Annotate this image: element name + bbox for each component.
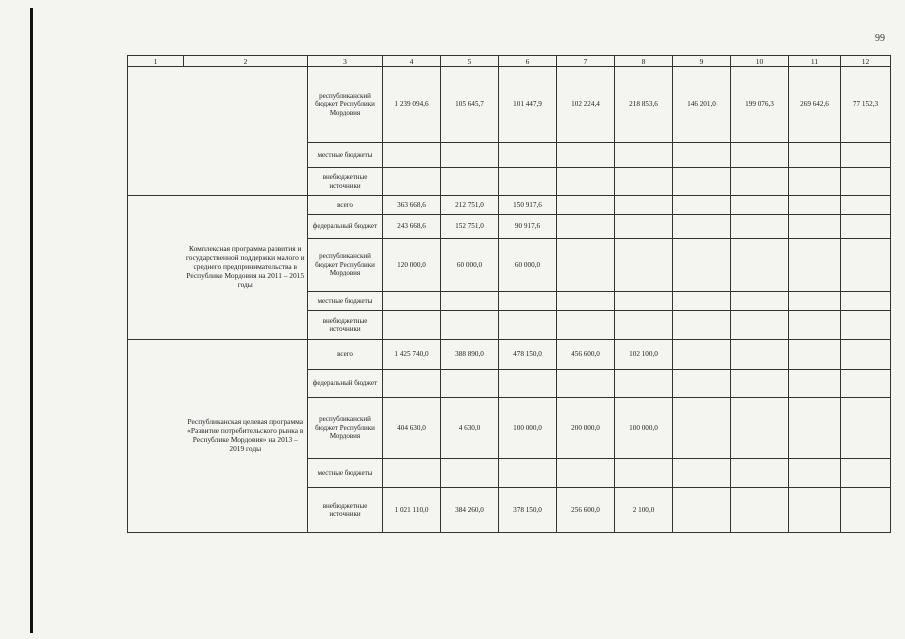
column-header: 12: [841, 56, 891, 67]
funding-source-cell: республиканский бюджет Республики Мордовия: [308, 239, 383, 292]
amount-cell: [841, 239, 891, 292]
amount-cell: [673, 196, 731, 215]
amount-cell: [615, 168, 673, 196]
amount-cell: [615, 459, 673, 488]
amount-cell: [615, 311, 673, 340]
amount-cell: [673, 239, 731, 292]
column-header: 8: [615, 56, 673, 67]
amount-cell: [383, 143, 441, 168]
amount-cell: [673, 340, 731, 370]
amount-cell: [673, 168, 731, 196]
amount-cell: [557, 239, 615, 292]
amount-cell: [557, 215, 615, 239]
amount-cell: 150 917,6: [499, 196, 557, 215]
amount-cell: [499, 311, 557, 340]
amount-cell: [557, 143, 615, 168]
amount-cell: [789, 488, 841, 533]
amount-cell: [789, 143, 841, 168]
funding-source-cell: местные бюджеты: [308, 143, 383, 168]
funding-source-cell: внебюджетные источники: [308, 488, 383, 533]
amount-cell: [615, 215, 673, 239]
amount-cell: [789, 459, 841, 488]
amount-cell: [441, 459, 499, 488]
amount-cell: 102 100,0: [615, 340, 673, 370]
column-header: 6: [499, 56, 557, 67]
program-name-cell: Комплексная программа развития и государственной поддержки малого и среднего предпринимательства в Республике Мордовия на 2011 – 2015 годы: [184, 196, 308, 340]
amount-cell: [615, 292, 673, 311]
amount-cell: [615, 143, 673, 168]
amount-cell: 102 224,4: [557, 67, 615, 143]
amount-cell: [841, 459, 891, 488]
funding-source-cell: республиканский бюджет Республики Мордовия: [308, 398, 383, 459]
amount-cell: 77 152,3: [841, 67, 891, 143]
amount-cell: [789, 292, 841, 311]
amount-cell: [841, 196, 891, 215]
amount-cell: 200 000,0: [557, 398, 615, 459]
column-header: 4: [383, 56, 441, 67]
amount-cell: [841, 215, 891, 239]
amount-cell: 478 150,0: [499, 340, 557, 370]
funding-source-cell: внебюджетные источники: [308, 168, 383, 196]
amount-cell: [557, 311, 615, 340]
amount-cell: [557, 292, 615, 311]
amount-cell: [731, 215, 789, 239]
funding-source-cell: всего: [308, 340, 383, 370]
amount-cell: [557, 196, 615, 215]
amount-cell: [789, 215, 841, 239]
amount-cell: [615, 370, 673, 398]
amount-cell: 90 917,6: [499, 215, 557, 239]
amount-cell: [731, 168, 789, 196]
amount-cell: [731, 340, 789, 370]
amount-cell: [673, 292, 731, 311]
amount-cell: 2 100,0: [615, 488, 673, 533]
amount-cell: 1 021 110,0: [383, 488, 441, 533]
amount-cell: 388 890,0: [441, 340, 499, 370]
funding-source-cell: всего: [308, 196, 383, 215]
program-name-cell: Республиканская целевая программа «Развитие потребительского рынка в Республике Мордовия» на 2013 – 2019 годы: [184, 340, 308, 533]
column-header: 2: [184, 56, 308, 67]
column-number-row: [128, 56, 891, 67]
table-row: [128, 67, 891, 143]
amount-cell: [789, 239, 841, 292]
funding-source-cell: местные бюджеты: [308, 459, 383, 488]
amount-cell: [441, 143, 499, 168]
amount-cell: [557, 168, 615, 196]
amount-cell: 60 000,0: [441, 239, 499, 292]
amount-cell: [789, 168, 841, 196]
column-header: 10: [731, 56, 789, 67]
amount-cell: [841, 488, 891, 533]
amount-cell: [731, 292, 789, 311]
column-header: 1: [128, 56, 184, 67]
amount-cell: 243 668,6: [383, 215, 441, 239]
amount-cell: [789, 196, 841, 215]
funding-source-cell: республиканский бюджет Республики Мордовия: [308, 67, 383, 143]
amount-cell: [789, 311, 841, 340]
amount-cell: 105 645,7: [441, 67, 499, 143]
program-number-cell: [128, 67, 184, 196]
column-header: 3: [308, 56, 383, 67]
amount-cell: [841, 370, 891, 398]
column-header: 9: [673, 56, 731, 67]
amount-cell: [499, 459, 557, 488]
amount-cell: 363 668,6: [383, 196, 441, 215]
amount-cell: 212 751,0: [441, 196, 499, 215]
amount-cell: 1 239 094,6: [383, 67, 441, 143]
scan-binding-edge: [30, 8, 33, 633]
table-body: [128, 56, 891, 533]
amount-cell: [499, 168, 557, 196]
funding-source-cell: местные бюджеты: [308, 292, 383, 311]
amount-cell: 456 600,0: [557, 340, 615, 370]
amount-cell: [615, 196, 673, 215]
amount-cell: [383, 168, 441, 196]
amount-cell: 378 150,0: [499, 488, 557, 533]
amount-cell: [383, 459, 441, 488]
column-header: 7: [557, 56, 615, 67]
funding-source-cell: внебюджетные источники: [308, 311, 383, 340]
amount-cell: 256 600,0: [557, 488, 615, 533]
table-row: [128, 196, 891, 215]
amount-cell: [841, 311, 891, 340]
budget-table: [127, 55, 891, 533]
page-number: 99: [875, 33, 885, 44]
amount-cell: [499, 143, 557, 168]
amount-cell: [557, 459, 615, 488]
amount-cell: [383, 292, 441, 311]
amount-cell: 152 751,0: [441, 215, 499, 239]
table-row: [128, 340, 891, 370]
amount-cell: 120 000,0: [383, 239, 441, 292]
amount-cell: 4 630,0: [441, 398, 499, 459]
amount-cell: [383, 311, 441, 340]
amount-cell: [441, 168, 499, 196]
amount-cell: [673, 215, 731, 239]
program-number-cell: [128, 196, 184, 340]
amount-cell: [841, 143, 891, 168]
amount-cell: [673, 370, 731, 398]
amount-cell: [383, 370, 441, 398]
amount-cell: [615, 239, 673, 292]
amount-cell: 218 853,6: [615, 67, 673, 143]
amount-cell: 100 000,0: [499, 398, 557, 459]
amount-cell: [673, 311, 731, 340]
amount-cell: [731, 311, 789, 340]
amount-cell: 404 630,0: [383, 398, 441, 459]
amount-cell: [673, 459, 731, 488]
amount-cell: 146 201,0: [673, 67, 731, 143]
amount-cell: 60 000,0: [499, 239, 557, 292]
program-name-cell: [184, 67, 308, 196]
amount-cell: [789, 398, 841, 459]
column-header: 5: [441, 56, 499, 67]
amount-cell: [789, 370, 841, 398]
amount-cell: [841, 168, 891, 196]
amount-cell: 100 000,0: [615, 398, 673, 459]
amount-cell: [731, 370, 789, 398]
amount-cell: [789, 340, 841, 370]
amount-cell: [731, 398, 789, 459]
amount-cell: [441, 311, 499, 340]
amount-cell: 1 425 740,0: [383, 340, 441, 370]
amount-cell: [673, 398, 731, 459]
amount-cell: [731, 143, 789, 168]
amount-cell: [731, 459, 789, 488]
amount-cell: 384 260,0: [441, 488, 499, 533]
amount-cell: 199 076,3: [731, 67, 789, 143]
amount-cell: [841, 340, 891, 370]
amount-cell: [557, 370, 615, 398]
amount-cell: [841, 398, 891, 459]
amount-cell: 269 642,6: [789, 67, 841, 143]
amount-cell: [731, 196, 789, 215]
column-header: 11: [789, 56, 841, 67]
amount-cell: [731, 488, 789, 533]
amount-cell: [841, 292, 891, 311]
funding-source-cell: федеральный бюджет: [308, 370, 383, 398]
amount-cell: [673, 143, 731, 168]
amount-cell: [441, 370, 499, 398]
amount-cell: [731, 239, 789, 292]
program-number-cell: [128, 340, 184, 533]
amount-cell: [441, 292, 499, 311]
amount-cell: 101 447,9: [499, 67, 557, 143]
amount-cell: [499, 370, 557, 398]
funding-source-cell: федеральный бюджет: [308, 215, 383, 239]
amount-cell: [499, 292, 557, 311]
amount-cell: [673, 488, 731, 533]
